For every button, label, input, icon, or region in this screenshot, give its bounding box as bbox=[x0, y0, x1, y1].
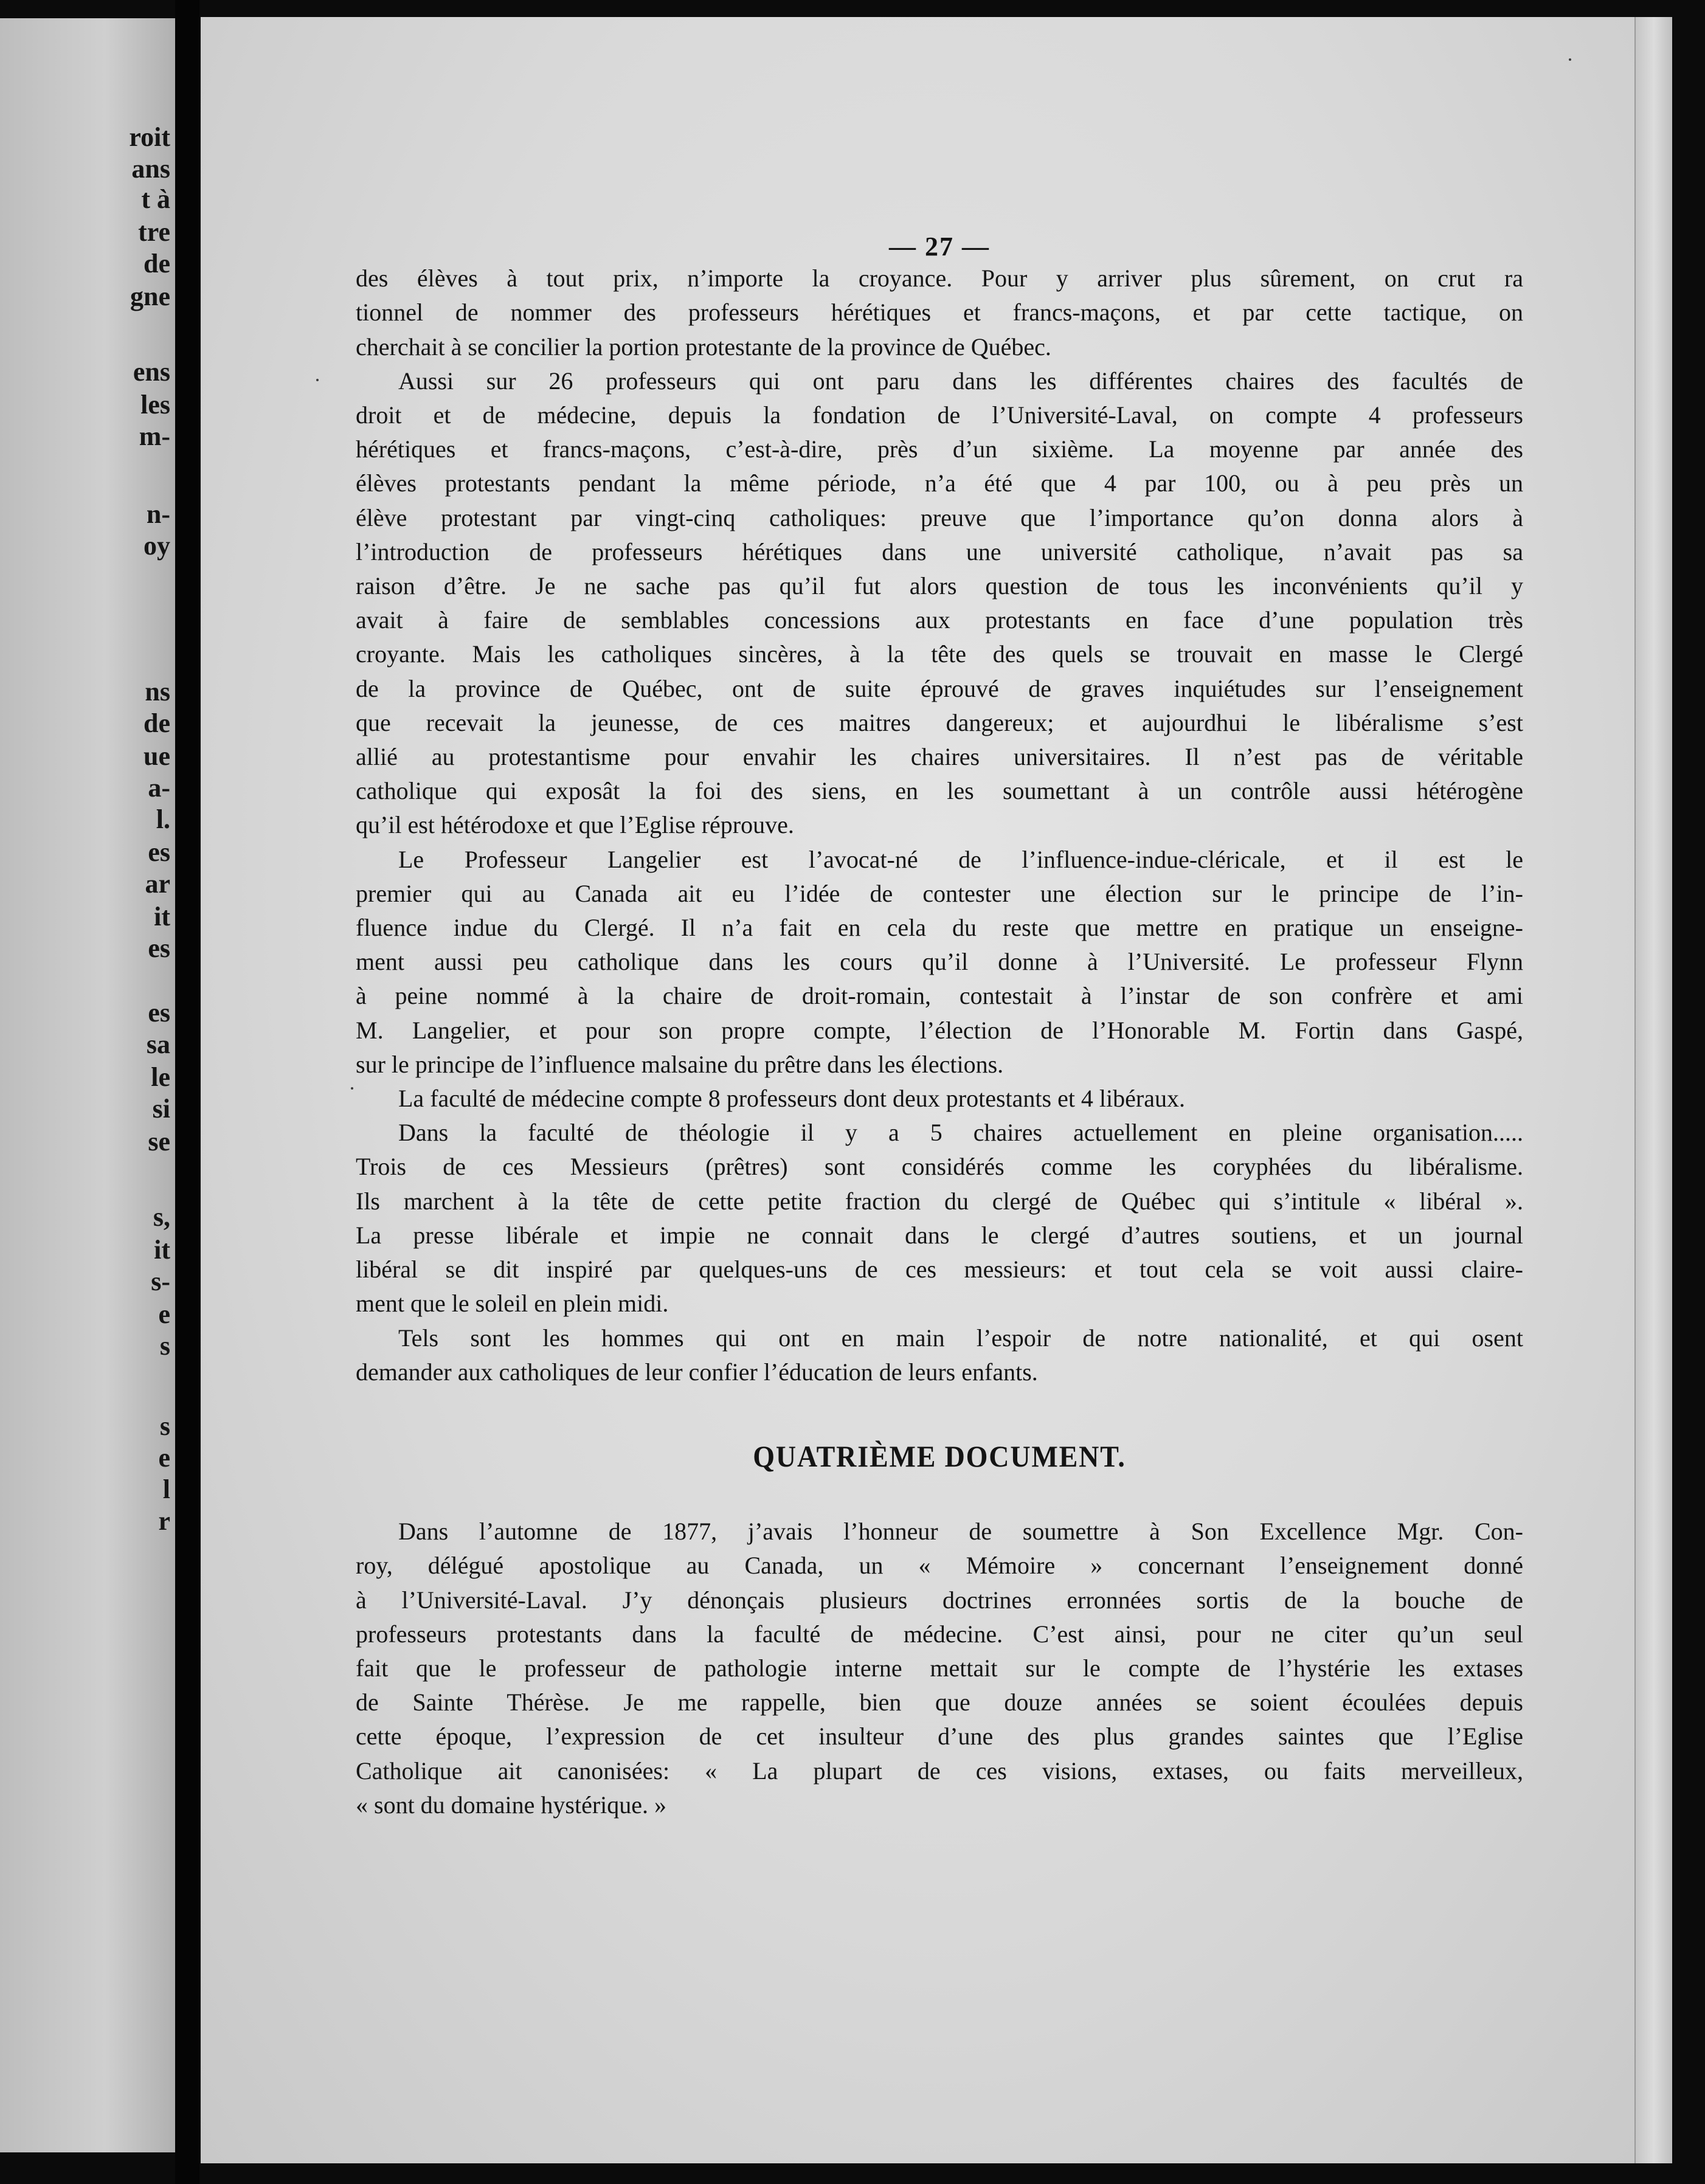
text-line: fait que le professeur de pathologie interne mettait sur le compte de l’hystérie les extases bbox=[356, 1654, 1523, 1682]
section-heading: QUATRIÈME DOCUMENT. bbox=[753, 1439, 1126, 1473]
left-page-fragment: it bbox=[154, 902, 170, 931]
text-line: professeurs protestants dans la faculté de médecine. C’est ainsi, pour ne citer qu’un seul bbox=[356, 1620, 1523, 1648]
text-line: sur le principe de l’influence malsaine du prêtre dans les élections. bbox=[356, 1050, 1004, 1078]
left-page-fragment: it bbox=[154, 1235, 170, 1265]
text-line: l’introduction de professeurs hérétiques dans une université catholique, n’avait pas sa bbox=[356, 537, 1523, 565]
left-page-fragment: tre bbox=[138, 217, 170, 247]
left-page-fragment: n- bbox=[146, 499, 170, 529]
ink-speck bbox=[351, 1087, 353, 1090]
paragraph bbox=[356, 843, 1523, 1082]
left-page-fragment: si bbox=[152, 1094, 170, 1124]
left-page-fragment: ens bbox=[133, 357, 170, 387]
text-line: que recevait la jeunesse, de ces maitres dangereux; et aujourdhui le libéralisme s’est bbox=[356, 708, 1523, 736]
text-line: premier qui au Canada ait eu l’idée de contester une élection sur le principe de l’in- bbox=[356, 879, 1523, 907]
left-page-text-fragments bbox=[0, 18, 175, 2152]
left-page-fragment: gne bbox=[130, 282, 170, 311]
left-page-fragment: s bbox=[159, 1331, 170, 1361]
left-page-fragment: t à bbox=[141, 184, 170, 214]
page-text bbox=[356, 230, 1523, 1822]
text-line: Dans l’automne de 1877, j’avais l’honneur de soumettre à Son Excellence Mgr. Con- bbox=[398, 1518, 1523, 1546]
left-page-fragment: roit bbox=[129, 122, 170, 152]
left-page-fragment: ns bbox=[145, 677, 170, 707]
text-line: à peine nommé à la chaire de droit-romain, contestait à l’instar de son confrère et ami bbox=[356, 982, 1523, 1010]
text-line: Dans la faculté de théologie il y a 5 chaires actuellement en pleine organisation..... bbox=[398, 1119, 1523, 1147]
text-line: hérétiques et francs-maçons, c’est-à-dire, près d’un sixième. La moyenne par année des bbox=[356, 435, 1523, 463]
left-page-fragment: r bbox=[158, 1506, 170, 1536]
left-page-fragment: de bbox=[144, 249, 170, 278]
right-page bbox=[201, 17, 1672, 2163]
text-line: tionnel de nommer des professeurs hérétiques et francs-maçons, et par cette tactique, on bbox=[356, 299, 1523, 327]
left-page-fragment: les bbox=[140, 390, 170, 420]
ink-speck bbox=[316, 379, 319, 381]
left-page-fragment: oy bbox=[144, 531, 170, 561]
text-line: ment que le soleil en plein midi. bbox=[356, 1290, 669, 1318]
text-line: de la province de Québec, ont de suite éprouvé de graves inquiétudes sur l’enseignement bbox=[356, 674, 1523, 702]
text-line: fluence indue du Clergé. Il n’a fait en cela du reste que mettre en pratique un enseigne- bbox=[356, 914, 1523, 942]
text-line: La faculté de médecine compte 8 professeurs dont deux protestants et 4 libéraux. bbox=[398, 1085, 1185, 1113]
left-page-fragment: de bbox=[144, 708, 170, 738]
left-page-fragment: s, bbox=[153, 1202, 170, 1232]
left-page-fragment: l bbox=[162, 1474, 170, 1504]
left-page-fragment: se bbox=[148, 1127, 170, 1156]
text-line: de Sainte Thérèse. Je me rappelle, bien que douze années se soient écoulées depuis bbox=[356, 1688, 1523, 1716]
text-line: libéral se dit inspiré par quelques-uns de ces messieurs: et tout cela se voit aussi claire- bbox=[356, 1256, 1523, 1284]
paragraph bbox=[356, 1515, 1523, 1822]
section-paragraphs bbox=[356, 1515, 1523, 1822]
text-line: allié au protestantisme pour envahir les chaires universitaires. Il n’est pas de véritable bbox=[356, 743, 1523, 771]
text-line: croyante. Mais les catholiques sincères, à la tête des quels se trouvait en masse le Clergé bbox=[356, 640, 1523, 668]
text-line: Catholique ait canonisées: « La plupart de ces visions, extases, ou faits merveilleux, bbox=[356, 1757, 1523, 1785]
left-page-fragment: m- bbox=[139, 421, 170, 451]
text-line: Aussi sur 26 professeurs qui ont paru dans les différentes chaires des facultés de bbox=[398, 367, 1523, 395]
text-line: des élèves à tout prix, n’importe la croyance. Pour y arriver plus sûrement, on crut ra bbox=[356, 264, 1523, 292]
paragraph bbox=[356, 1116, 1523, 1321]
text-line: ment aussi peu catholique dans les cours qu’il donne à l’Université. Le professeur Flynn bbox=[356, 948, 1523, 976]
left-page-fragment: es bbox=[148, 933, 170, 963]
left-page-fragment: s bbox=[159, 1411, 170, 1441]
text-line: « sont du domaine hystérique. » bbox=[356, 1791, 667, 1819]
left-page-fragment: ar bbox=[145, 869, 170, 899]
text-line: élève protestant par vingt-cinq catholiques: preuve que l’importance qu’on donna alors à bbox=[356, 503, 1523, 531]
text-line: à l’Université-Laval. J’y dénonçais plusieurs doctrines erronnées sortis de la bouche de bbox=[356, 1586, 1523, 1614]
body-paragraphs bbox=[356, 261, 1523, 1389]
ink-speck bbox=[1569, 58, 1571, 61]
left-page-fragment: ue bbox=[144, 741, 170, 771]
text-line: cette époque, l’expression de cet insulteur d’une des plus grandes saintes que l’Eglise bbox=[356, 1723, 1523, 1750]
text-line: droit et de médecine, depuis la fondation de l’Université-Laval, on compte 4 professeurs bbox=[356, 401, 1523, 429]
text-line: Tels sont les hommes qui ont en main l’espoir de notre nationalité, et qui osent bbox=[398, 1324, 1523, 1352]
text-line: La presse libérale et impie ne connait dans le clergé d’autres soutiens, et un journal bbox=[356, 1221, 1523, 1249]
left-page-fragment: s- bbox=[151, 1267, 170, 1296]
paragraph bbox=[356, 1321, 1523, 1389]
left-page-fragment: l. bbox=[156, 804, 170, 834]
text-line: cherchait à se concilier la portion protestante de la province de Québec. bbox=[356, 333, 1051, 361]
left-page-fragment: es bbox=[148, 837, 170, 867]
text-line: M. Langelier, et pour son propre compte, l’élection de l’Honorable M. Fortin dans Gaspé, bbox=[356, 1016, 1523, 1044]
left-page-edge bbox=[0, 18, 175, 2152]
text-line: élèves protestants pendant la même période, n’a été que 4 par 100, ou à peu près un bbox=[356, 469, 1523, 497]
paragraph bbox=[356, 364, 1523, 843]
page-edge-stack bbox=[1634, 17, 1672, 2163]
left-page-fragment: e bbox=[158, 1299, 170, 1329]
text-line: Le Professeur Langelier est l’avocat-né de l’influence-indue-cléricale, et il est le bbox=[398, 845, 1523, 873]
text-line: catholique qui exposât la foi des siens, en les soumettant à un contrôle aussi hétérogène bbox=[356, 777, 1523, 805]
text-line: Trois de ces Messieurs (prêtres) sont considérés comme les coryphées du libéralisme. bbox=[356, 1153, 1523, 1181]
text-line: roy, délégué apostolique au Canada, un « Mémoire » concernant l’enseignement donné bbox=[356, 1552, 1523, 1580]
page-number: — 27 — bbox=[889, 232, 990, 261]
text-line: avait à faire de semblables concessions aux protestants en face d’une population très bbox=[356, 606, 1523, 634]
text-line: demander aux catholiques de leur confier l’éducation de leurs enfants. bbox=[356, 1358, 1038, 1386]
text-line: raison d’être. Je ne sache pas qu’il fut alors question de tous les inconvénients qu’il y bbox=[356, 572, 1523, 600]
left-page-fragment: sa bbox=[146, 1029, 170, 1059]
text-line: Ils marchent à la tête de cette petite fraction du clergé de Québec qui s’intitule « libéral ». bbox=[356, 1187, 1523, 1215]
left-page-fragment: a- bbox=[148, 773, 170, 803]
paragraph bbox=[356, 1082, 1523, 1116]
left-page-fragment: e bbox=[158, 1443, 170, 1473]
left-page-fragment: le bbox=[151, 1062, 170, 1092]
book-gutter bbox=[175, 0, 199, 2184]
text-line: qu’il est hétérodoxe et que l’Eglise réprouve. bbox=[356, 811, 794, 839]
paragraph bbox=[356, 261, 1523, 364]
left-page-fragment: ans bbox=[131, 154, 170, 184]
left-page-fragment: es bbox=[148, 998, 170, 1028]
